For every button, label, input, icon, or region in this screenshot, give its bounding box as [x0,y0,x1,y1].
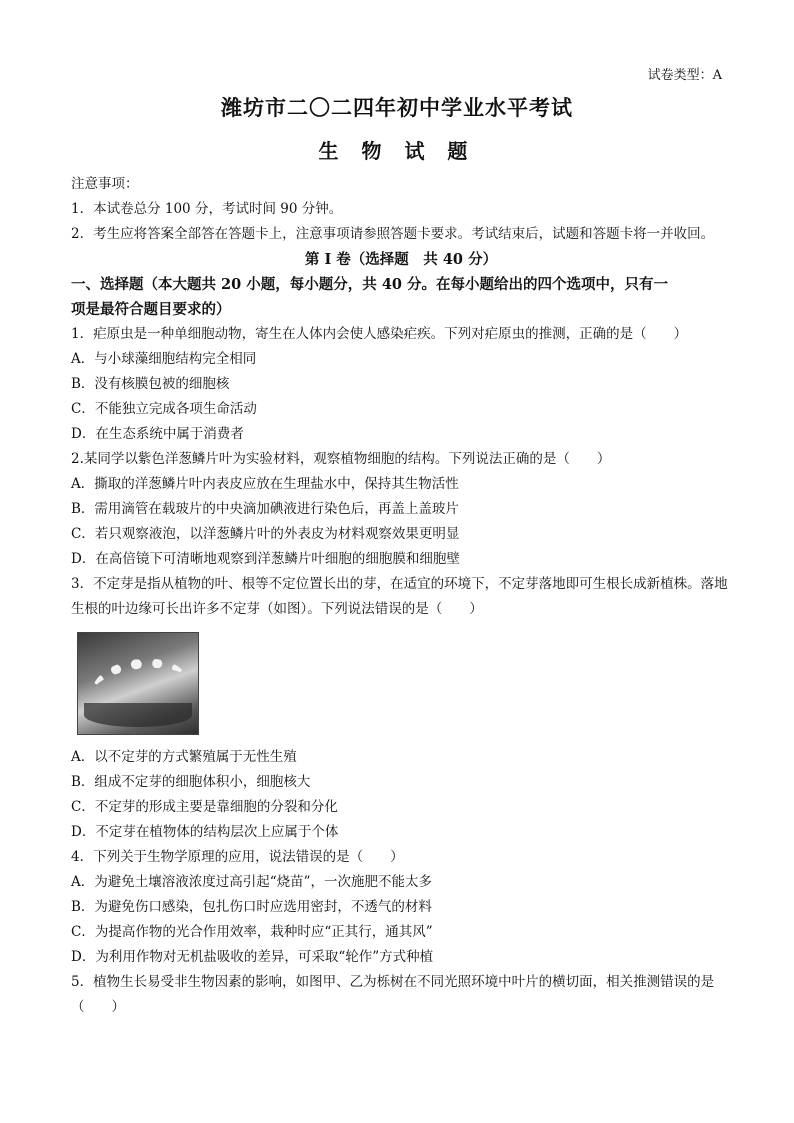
question-option: A．与小球藻细胞结构完全相同 [71,351,257,367]
question-option: D．在生态系统中属于消费者 [71,426,244,442]
question-option: B．需用滴管在载玻片的中央滴加碘液进行染色后，再盖上盖玻片 [71,501,459,517]
plantlet-photo [77,632,199,735]
question-option: A．以不定芽的方式繁殖属于无性生殖 [71,749,297,765]
question-option: B．为避免伤口感染，包扎伤口时应选用密封，不透气的材料 [71,899,432,915]
question-option: D．在高倍镜下可清晰地观察到洋葱鳞片叶细胞的细胞膜和细胞壁 [71,551,460,567]
exam-subtitle: 生 物 试 题 [318,139,476,163]
question-option: A．为避免土壤溶液浓度过高引起“烧苗”，一次施肥不能太多 [71,874,433,890]
exam-content [71,172,731,1020]
part-title: 第 I 卷（选择题 共 40 分） [304,251,498,268]
question-option: C．若只观察液泡，以洋葱鳞片叶的外表皮为材料观察效果更明显 [71,526,460,542]
notice-heading: 注意事项： [71,176,139,192]
question-stem: 1．疟原虫是一种单细胞动物，寄生在人体内会使人感染疟疾。下列对疟原虫的推测，正确的是（ ） [71,326,688,342]
paper-type-label: 试卷类型：A [647,68,722,83]
question-option: C．为提高作物的光合作用效率，栽种时应“正其行，通其风” [71,924,433,940]
question-option: D．为利用作物对无机盐吸收的差异，可采取“轮作”方式种植 [71,949,434,965]
leaf-shape [84,703,192,727]
notice-item: 2．考生应将答案全部答在答题卡上，注意事项请参照答题卡要求。考试结束后，试题和答题卡将一并收回。 [71,226,715,242]
exam-title: 潍坊市二〇二四年初中学业水平考试 [221,95,573,120]
question-option: D．不定芽在植物体的结构层次上应属于个体 [71,824,339,840]
question-option: A．撕取的洋葱鳞片叶内表皮应放在生理盐水中，保持其生物活性 [71,476,459,492]
question-option: C．不定芽的形成主要是靠细胞的分裂和分化 [71,799,338,815]
section-instruction: 一、选择题（本大题共 20 小题，每小题分，共 40 分。在每小题给出的四个选项中，只有一 [71,276,669,293]
question-option: B．组成不定芽的细胞体积小，细胞核大 [71,774,311,790]
notice-item: 1．本试卷总分 100 分，考试时间 90 分钟。 [71,201,343,217]
question-option: C．不能独立完成各项生命活动 [71,401,257,417]
question-stem: 5．植物生长易受非生物因素的影响，如图甲、乙为栎树在不同光照环境中叶片的横切面，相关推测错误的是（ ） [71,974,715,1015]
question-stem: 4．下列关于生物学原理的应用，说法错误的是（ ） [71,849,404,865]
question-option: B．没有核膜包被的细胞核 [71,376,230,392]
section-instruction: 项是最符合题目要求的） [71,301,231,318]
question-stem: 3．不定芽是指从植物的叶、根等不定位置长出的芽，在适宜的环境下，不定芽落地即可生根长成新植株。落地生根的叶边缘可长出许多不定芽（如图）。下列说法错误的是（ ） [71,576,728,617]
question-stem: 2.某同学以紫色洋葱鳞片叶为实验材料，观察植物细胞的结构。下列说法正确的是（ ） [71,451,611,467]
